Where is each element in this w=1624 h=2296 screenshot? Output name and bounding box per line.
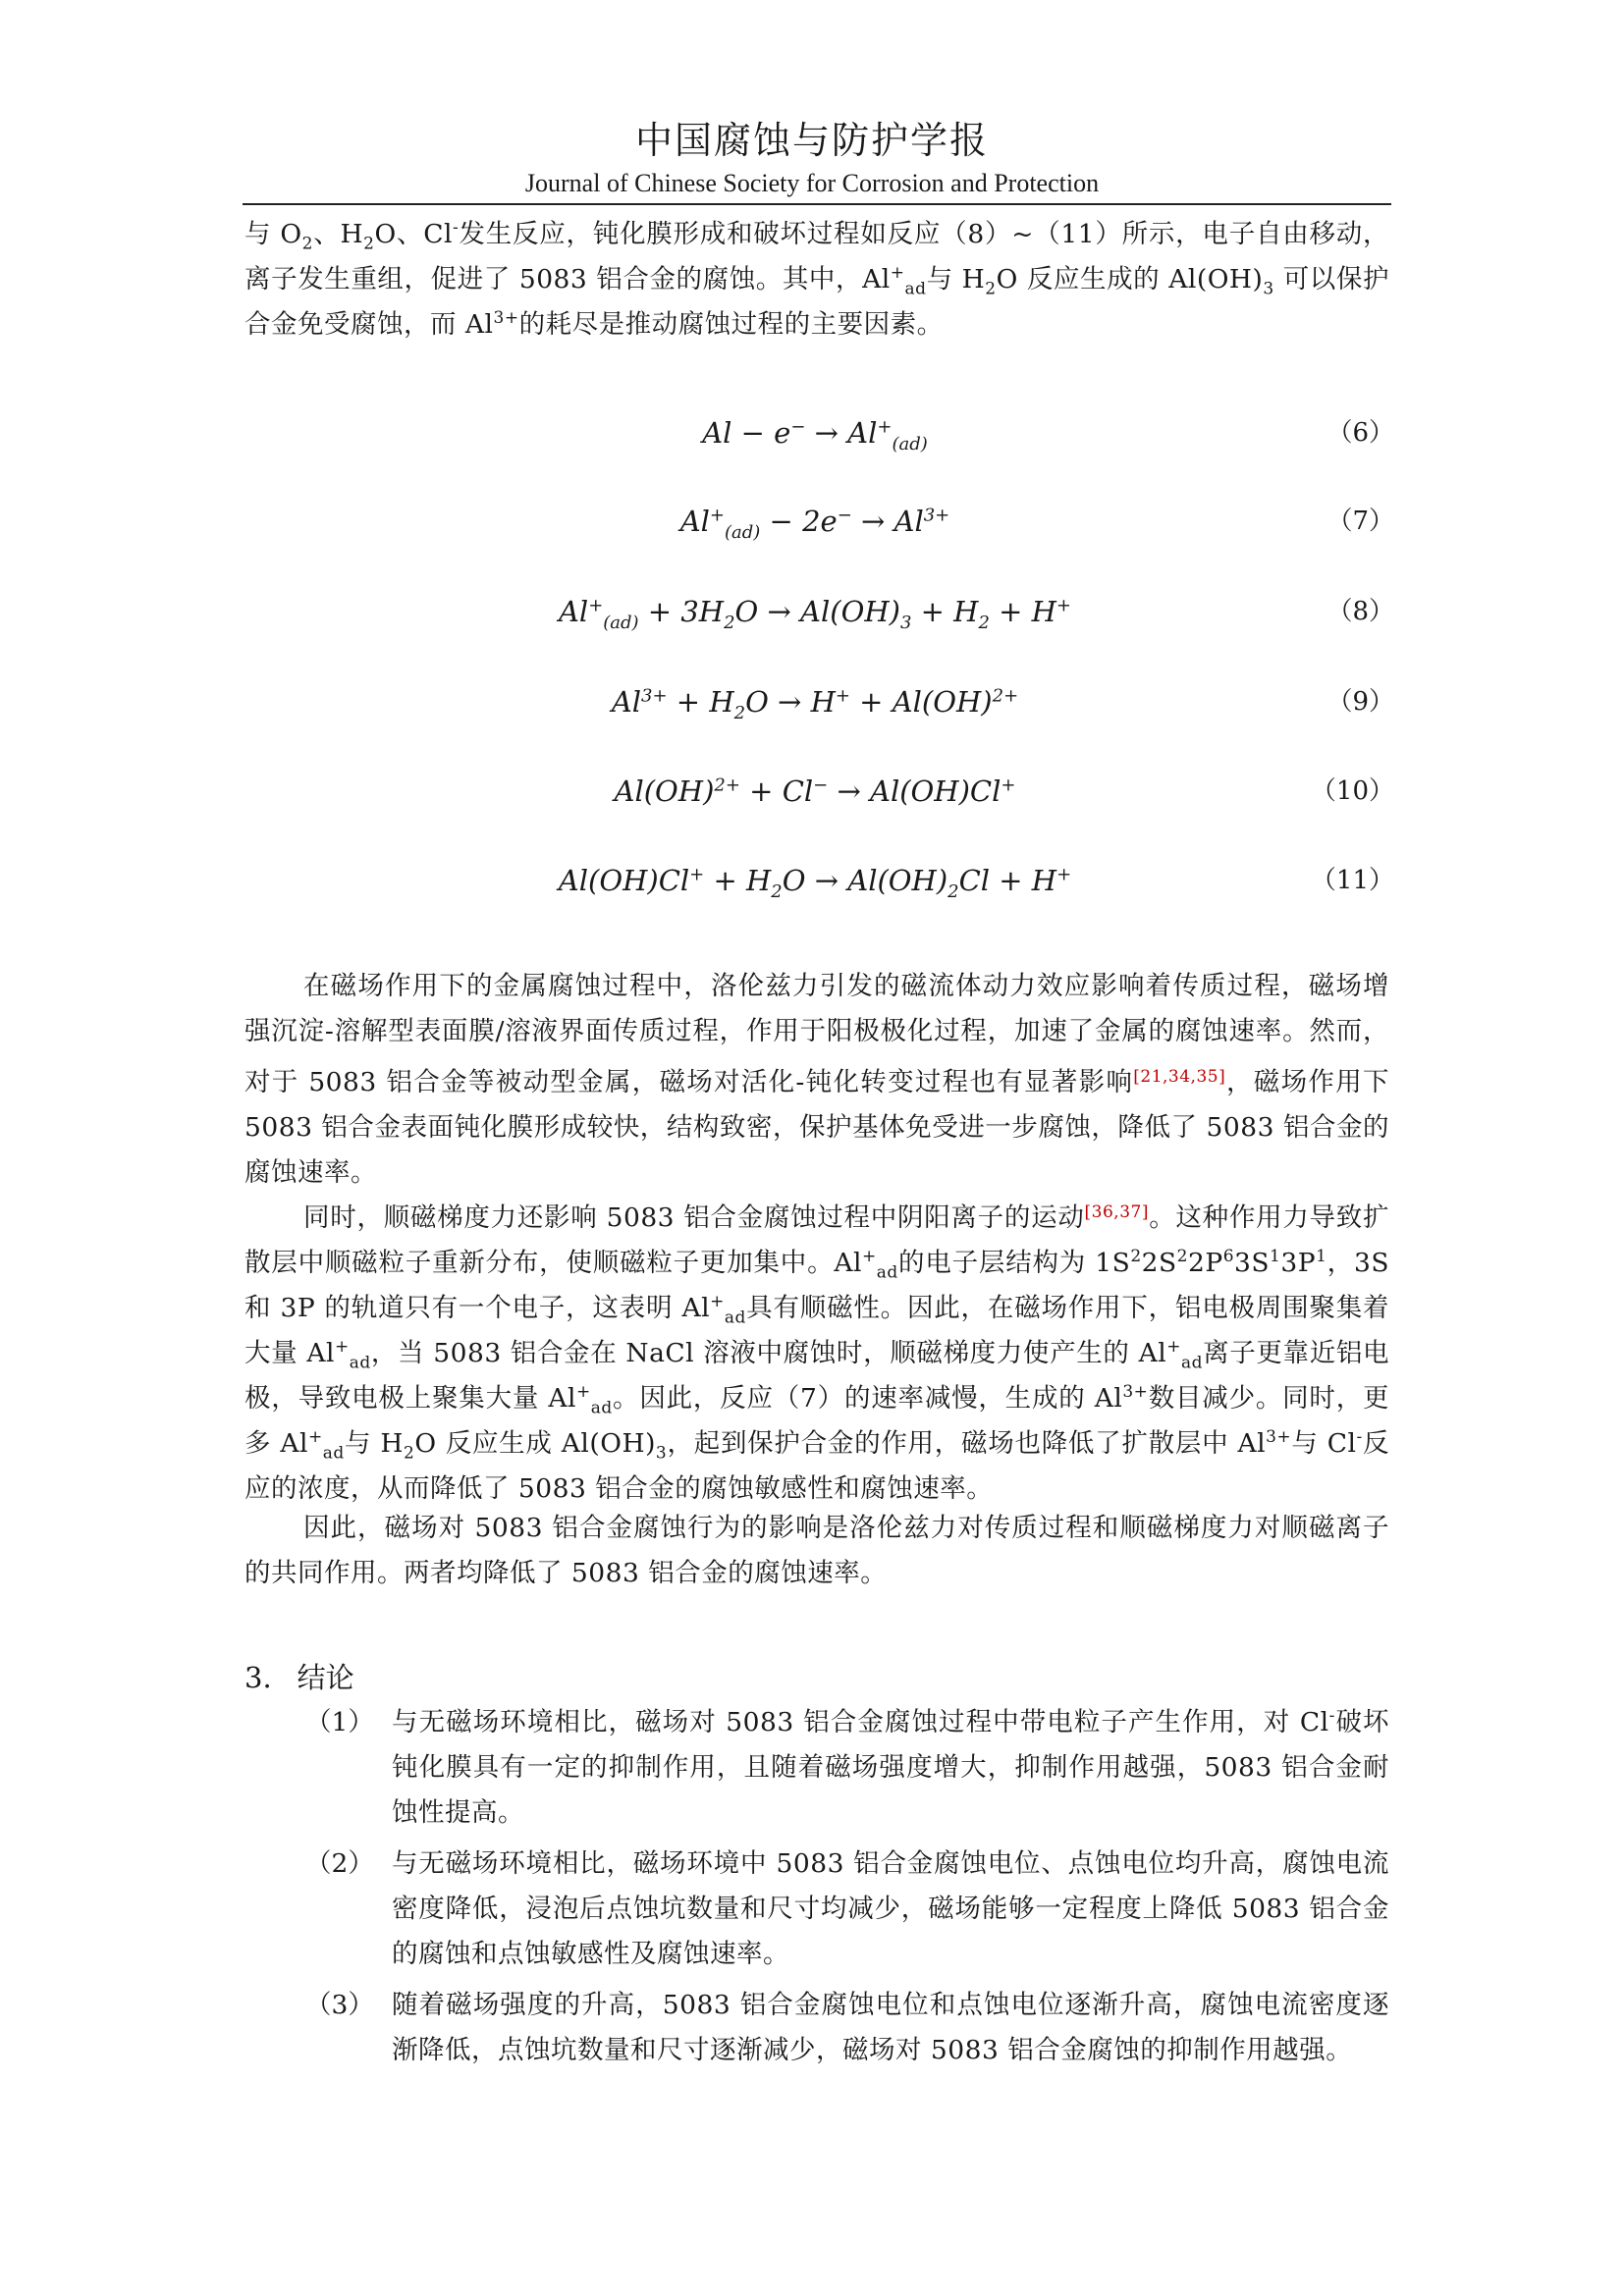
equation-number: （6） (1326, 418, 1394, 448)
equation-number: （11） (1310, 866, 1394, 895)
text: 与 H (926, 264, 986, 294)
section-title: 结论 (297, 1661, 354, 1694)
header-rule (243, 203, 1391, 205)
equation-body: $Al^{3+} + H_2O \to H^+ + Al(OH)^{2+}$ (611, 685, 1019, 723)
equation-body: $Al - e^- \to Al^+_{(ad)}$ (702, 416, 928, 454)
text: O、Cl (374, 219, 453, 249)
equation-10 (0, 767, 1624, 816)
equation-body: $Al(OH)Cl^+ + H_2O \to Al(OH)_2Cl + H^+$ (558, 864, 1072, 902)
subscript: 2 (301, 234, 313, 254)
body-paragraph-2: 同时，顺磁梯度力还影响 5083 铝合金腐蚀过程中阴阳离子的运动[36,37]。这种作用力导致扩散层中顺磁粒子重新分布，使顺磁粒子更加集中。$Al^+_{ad}$的电子层结构为 $1S^22S^22P^63S^13P^1$，3S 和 3P 的轨道只有一个电子，这表明 $Al^+_{ad}$具有顺磁性。因此，在磁场作用下，铝电极周围聚集着大量 $Al^+_{ad}$，当 5083 铝合金在 NaCl 溶液中腐蚀时，顺磁梯度力使产生的 $Al^+_{ad}$离子更靠近铝电极，导致电极上聚集大量 $Al^+_{ad}$。因此，反应（7）的速率减慢，生成的 $Al^{3+}$数目减少。同时，更多 $Al^+_{ad}$与 $H_2O$ 反应生成 $Al(OH)_3$，起到保护合金的作用，磁场也降低了扩散层中 $Al^{3+}$与 Cl-反应的浓度，从而降低了 5083 铝合金的腐蚀敏感性和腐蚀速率。 (244, 1202, 1389, 1504)
item-text: 与无磁场环境相比，磁场对 5083 铝合金腐蚀过程中带电粒子产生作用，对 Cl-破坏钝化膜具有一定的抑制作用，且随着磁场强度增大，抑制作用越强，5083 铝合金耐蚀性提高。 (392, 1706, 1390, 1828)
body-paragraph-3: 因此，磁场对 5083 铝合金腐蚀行为的影响是洛伦兹力对传质过程和顺磁梯度力对顺磁离子的共同作用。两者均降低了 5083 铝合金的腐蚀速率。 (244, 1513, 1389, 1588)
equation-body: $Al^+_{(ad)} + 3H_2O \to Al(OH)_3 + H_2 + H^+$ (558, 595, 1072, 633)
item-number: （2） (305, 1848, 374, 1879)
superscript: + (890, 263, 905, 284)
text: ，磁场作用下 5083 铝合金表面钝化膜形成较快，结构致密，保护基体免受进一步腐蚀，降低了 5083 铝合金的腐蚀速率。 (244, 1067, 1389, 1188)
equation-7 (0, 497, 1624, 546)
text: 与 O (244, 219, 302, 249)
item-number: （1） (305, 1707, 374, 1737)
superscript: - (452, 218, 460, 239)
equation-number: （9） (1326, 687, 1394, 717)
equation-6 (0, 408, 1624, 457)
text: 、H (313, 219, 364, 249)
equation-8 (0, 587, 1624, 636)
journal-title-chinese: 中国腐蚀与防护学报 (634, 119, 989, 162)
equation-11 (0, 856, 1624, 905)
text: 发生反应，钝化膜形成和破坏过程如反应（8）~（11）所示，电子自由移动，离子发生重组，促进了 5083 铝合金的腐蚀。其中，Al (244, 219, 1389, 294)
item-text: 随着磁场强度的升高，5083 铝合金腐蚀电位和点蚀电位逐渐升高，腐蚀电流密度逐渐降低，点蚀坑数量和尺寸逐渐减少，磁场对 5083 铝合金腐蚀的抑制作用越强。 (392, 1990, 1389, 2065)
text: 在磁场作用下的金属腐蚀过程中，洛伦兹力引发的磁流体动力效应影响着传质过程，磁场增强沉淀-溶解型表面膜/溶液界面传质过程，作用于阳极极化过程，加速了金属的腐蚀速率。然而，对于 5083 铝合金等被动型金属，磁场对活化-钝化转变过程也有显著影响 (244, 971, 1389, 1097)
section-number: 3. (244, 1661, 272, 1694)
text: 可以保护合金免受腐蚀，而 Al (244, 264, 1389, 340)
item-number: （3） (305, 1990, 374, 2020)
item-text: 与无磁场环境相比，磁场环境中 5083 铝合金腐蚀电位、点蚀电位均升高，腐蚀电流密度降低，浸泡后点蚀坑数量和尺寸均减少，磁场能够一定程度上降低 5083 铝合金的腐蚀和点蚀敏感性及腐蚀速率。 (392, 1848, 1389, 1969)
citation-link[interactable]: [36,37] (1084, 1202, 1149, 1222)
superscript: 3+ (493, 308, 519, 329)
section-heading (244, 1655, 354, 1700)
equation-number: （7） (1326, 507, 1394, 536)
equation-body: $Al^+_{(ad)} - 2e^- \to Al^{3+}$ (679, 505, 950, 543)
equation-number: （10） (1310, 776, 1394, 806)
subscript: 3 (1263, 279, 1274, 299)
text: 。这种作用力导致扩散层中顺磁粒子重新分布，使顺磁粒子更加集中。Al (244, 1202, 1389, 1278)
subscript: 2 (985, 279, 997, 299)
citation-link[interactable]: [21,34,35] (1133, 1067, 1226, 1087)
intro-paragraph (244, 212, 1389, 347)
equation-number: （8） (1326, 597, 1394, 626)
journal-title-english: Journal of Chinese Society for Corrosion and Protection (524, 169, 1100, 197)
text: 同时，顺磁梯度力还影响 5083 铝合金腐蚀过程中阴阳离子的运动 (303, 1202, 1085, 1233)
text: 的耗尽是推动腐蚀过程的主要因素。 (518, 309, 944, 340)
subscript: ad (904, 279, 927, 299)
text: O 反应生成的 Al(OH) (996, 264, 1264, 294)
equation-body: Al(OH)$^{2+}$ + Cl− → Al(OH)Cl+ (614, 774, 1016, 808)
subscript: 2 (363, 234, 375, 254)
equation-9 (0, 677, 1624, 726)
body-paragraph-1 (244, 964, 1389, 1196)
